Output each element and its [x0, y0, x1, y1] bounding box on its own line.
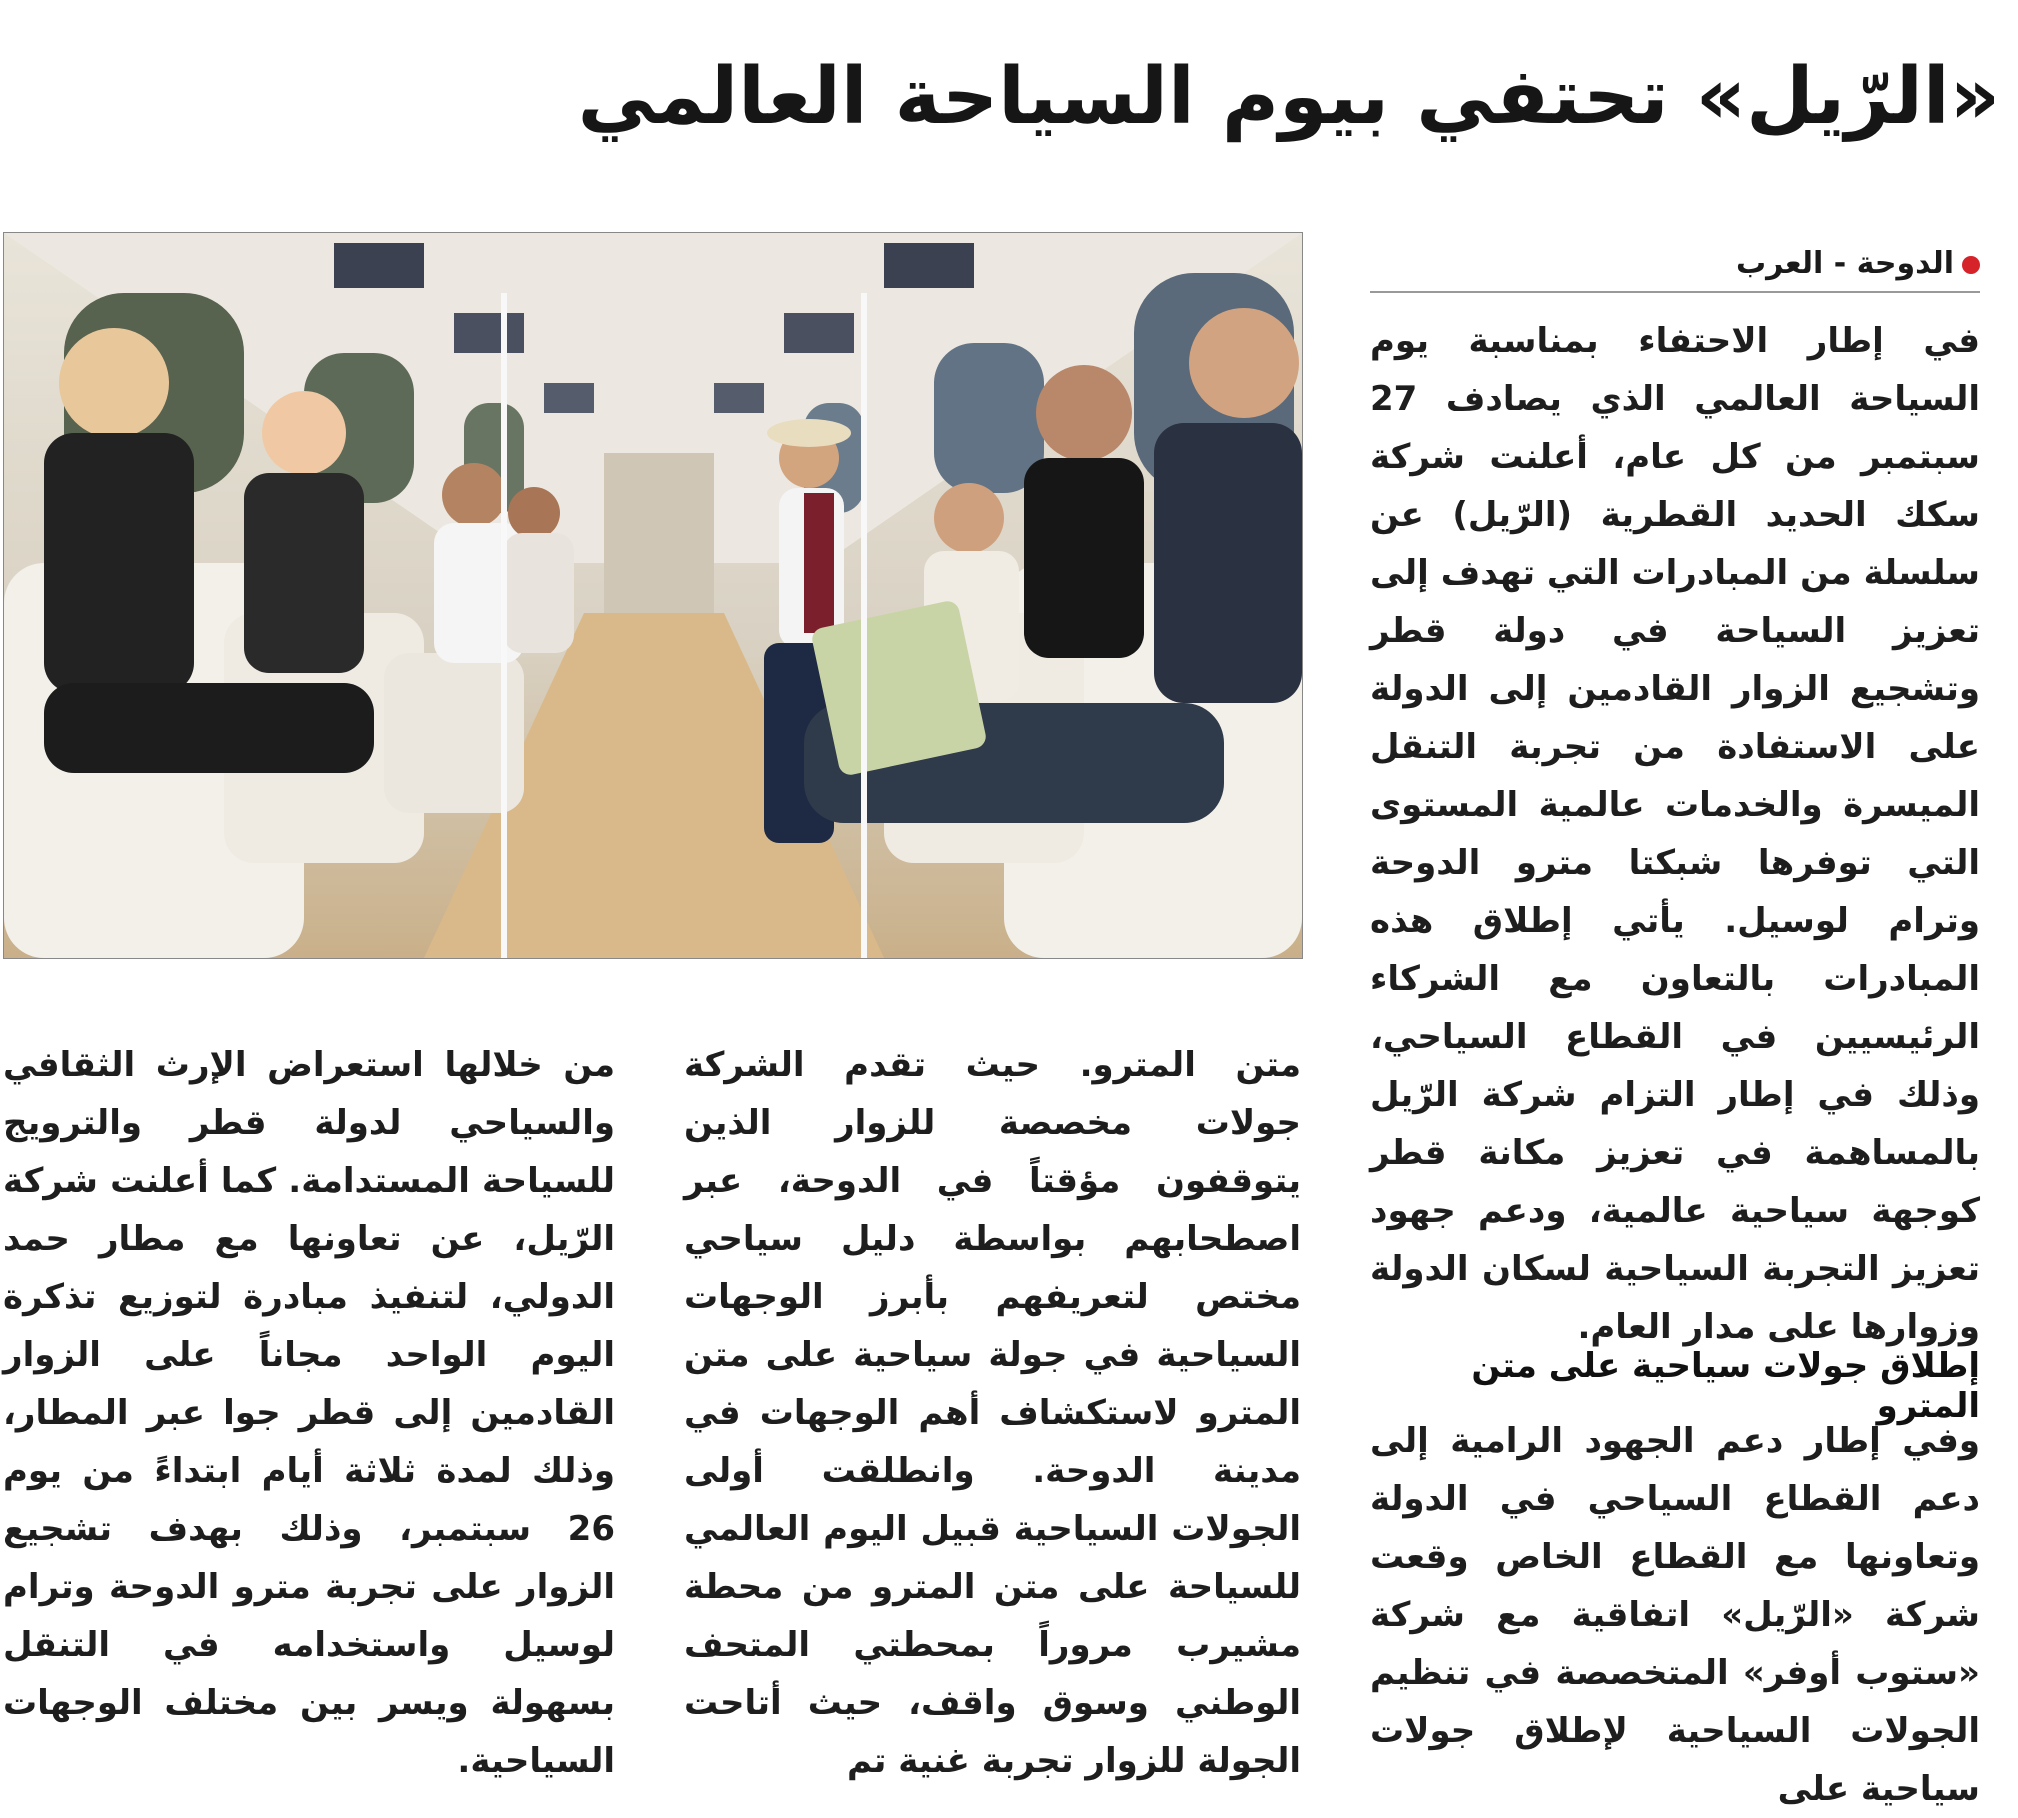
subheading: إطلاق جولات سياحية على متن المترو: [1471, 1346, 1980, 1426]
photo-illustration: [4, 233, 1302, 958]
byline-brand: العرب: [1736, 246, 1824, 281]
column-left: [3, 1036, 615, 1790]
paragraph-right-bottom: وفي إطار دعم الجهود الرامية إلى دعم القطاع السياحي في الدولة وتعاونها مع القطاع الخاص وقعت شركة «الرّيل» اتفاقية مع شركة «ستوب أوفر» المتخصصة في تنظيم الجولات السياحية لإطلاق جولات سياحية على: [1370, 1421, 1980, 1809]
paragraph-left: من خلالها استعراض الإرث الثقافي والسياحي لدولة قطر والترويج للسياحة المستدامة. كما أعلنت شركة الرّيل، عن تعاونها مع مطار حمد الدولي، لتنفيذ مبادرة لتوزيع تذكرة اليوم الواحد مجاناً على الزوار القادمين إلى قطر جوا عبر المطار، وذلك لمدة ثلاثة أيام ابتداءً من يوم 26 سبتمبر، وذلك بهدف تشجيع الزوار على تجربة مترو الدوحة وترام لوسيل واستخدامه في التنقل بسهولة ويسر بين مختلف الوجهات السياحية.: [3, 1045, 615, 1781]
headline: «الرّيل» تحتفي بيوم السياحة العالمي: [577, 52, 2000, 142]
column-right-bottom: [1370, 1412, 1980, 1818]
paragraph-right-top: في إطار الاحتفاء بمناسبة يوم السياحة العالمي الذي يصادف 27 سبتمبر من كل عام، أعلنت شركة سكك الحديد القطرية (الرّيل) عن سلسلة من المبادرات التي تهدف إلى تعزيز السياحة في دولة قطر وتشجيع الزوار القادمين إلى الدولة على الاستفادة من تجربة التنقل الميسرة والخدمات عالمية المستوى التي توفرها شبكتا مترو الدوحة وترام لوسيل. يأتي إطلاق هذه المبادرات بالتعاون مع الشركاء الرئيسيين في القطاع السياحي، وذلك في إطار التزام شركة الرّيل بالمساهمة في تعزيز مكانة قطر كوجهة سياحية عالمية، ودعم جهود تعزيز التجربة السياحية لسكان الدولة وزوارها على مدار العام.: [1370, 321, 1980, 1347]
column-middle: [684, 1036, 1301, 1790]
byline-separator: -: [1823, 246, 1857, 281]
column-right-top: [1370, 312, 1980, 1356]
paragraph-middle: متن المترو. حيث تقدم الشركة جولات مخصصة للزوار الذين يتوقفون مؤقتاً في الدوحة، عبر اصطحابهم بواسطة دليل سياحي مختص لتعريفهم بأبرز الوجهات السياحية في جولة سياحية على متن المترو لاستكشاف أهم الوجهات في مدينة الدوحة. وانطلقت أولى الجولات السياحية قبيل اليوم العالمي للسياحة على متن المترو من محطة مشيرب مروراً بمحطتي المتحف الوطني وسوق واقف، حيث أتاحت الجولة للزوار تجربة غنية تم: [684, 1045, 1301, 1781]
byline-city: الدوحة: [1856, 246, 1954, 281]
red-dot-icon: [1962, 256, 1980, 274]
byline: [1370, 246, 1980, 293]
train-interior-photo: [3, 232, 1303, 959]
